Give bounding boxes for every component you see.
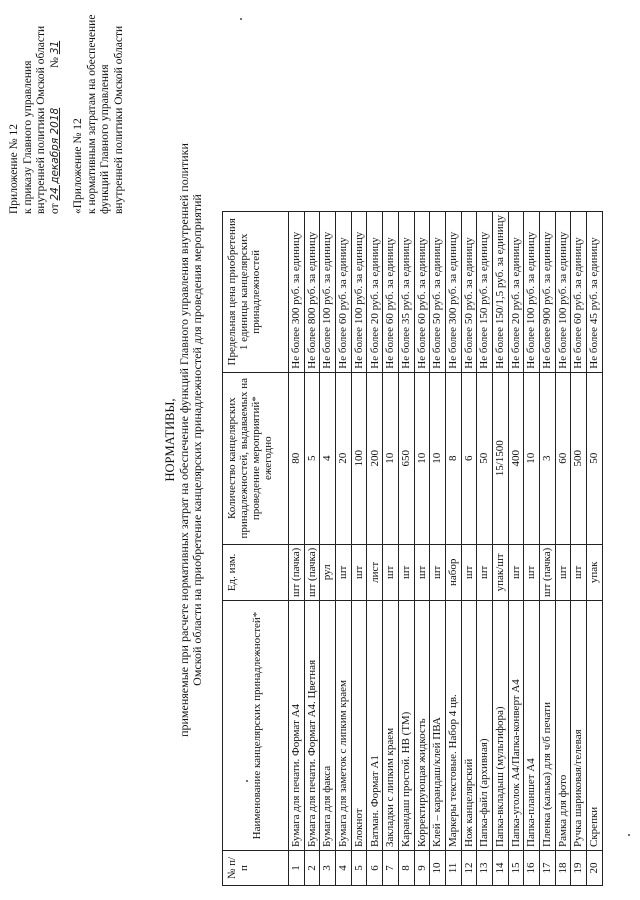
cell-price: Не более 35 руб. за единицу bbox=[398, 211, 414, 372]
cell-num: 18 bbox=[555, 851, 571, 886]
header-qty: Количество канцелярских принадлежностей, выдаваемых на проведение мероприятий* ежегодно bbox=[223, 372, 289, 544]
cell-qty: 10 bbox=[524, 372, 540, 544]
cell-qty: 50 bbox=[587, 372, 603, 544]
cell-num: 19 bbox=[571, 851, 587, 886]
table-row bbox=[289, 211, 305, 885]
cell-qty: 20 bbox=[336, 372, 352, 544]
cell-price: Не более 150/1,5 руб. за единицу bbox=[492, 211, 508, 372]
table-row bbox=[540, 211, 556, 885]
title-line-1: применяемые при расчете нормативных затрат на обеспечение функций Главного управления внутренней политики bbox=[176, 143, 191, 737]
cell-unit: лист bbox=[367, 544, 383, 600]
cell-price: Не более 60 руб. за единицу bbox=[571, 211, 587, 372]
order-number-handwritten: 31 bbox=[48, 40, 61, 55]
cell-name: Бумага для факса bbox=[320, 601, 336, 851]
cell-num: 1 bbox=[289, 851, 305, 886]
cell-price: Не более 150 руб. за единицу bbox=[477, 211, 493, 372]
cell-num: 17 bbox=[540, 851, 556, 886]
appendix-ref-line: функций Главного управления bbox=[99, 64, 111, 214]
cell-num: 12 bbox=[461, 851, 477, 886]
cell-num: 7 bbox=[383, 851, 399, 886]
cell-name: Скрепки bbox=[587, 601, 603, 851]
table-row bbox=[430, 211, 446, 885]
cell-qty: 400 bbox=[508, 372, 524, 544]
cell-num: 10 bbox=[430, 851, 446, 886]
cell-qty: 100 bbox=[351, 372, 367, 544]
appendix-ref-line: «Приложение № 12 bbox=[72, 118, 84, 214]
appendix-line: внутренней политики Омской области bbox=[35, 25, 47, 214]
table-row bbox=[555, 211, 571, 885]
cell-name: Корректирующая жидкость bbox=[414, 601, 430, 851]
cell-price: Не более 60 руб. за единицу bbox=[336, 211, 352, 372]
cell-qty: 50 bbox=[477, 372, 493, 544]
cell-num: 15 bbox=[508, 851, 524, 886]
cell-price: Не более 45 руб. за единицу bbox=[587, 211, 603, 372]
cell-name: Папка-планшет А4 bbox=[524, 601, 540, 851]
cell-price: Не более 100 руб. за единицу bbox=[555, 211, 571, 372]
table-header-row bbox=[223, 211, 289, 885]
cell-qty: 10 bbox=[430, 372, 446, 544]
cell-name: Клей – карандаш/клей ПВА bbox=[430, 601, 446, 851]
cell-name: Ватман. Формат А1 bbox=[367, 601, 383, 851]
header-name: Наименование канцелярских принадлежностей* bbox=[223, 601, 289, 851]
cell-qty: 8 bbox=[445, 372, 461, 544]
cell-price: Не более 50 руб. за единицу bbox=[430, 211, 446, 372]
cell-name: Маркеры текстовые. Набор 4 цв. bbox=[445, 601, 461, 851]
table-row bbox=[571, 211, 587, 885]
cell-name: Карандаш простой. НВ (ТМ) bbox=[398, 601, 414, 851]
cell-name: Бумага для печати. Формат А4. Цветная bbox=[304, 601, 320, 851]
cell-num: 6 bbox=[367, 851, 383, 886]
cell-unit: шт (пачка) bbox=[540, 544, 556, 600]
cell-qty: 500 bbox=[571, 372, 587, 544]
table-row bbox=[524, 211, 540, 885]
cell-name: Пленка (калька) для ч/б печати bbox=[540, 601, 556, 851]
cell-name: Бумага для заметок с липким краем bbox=[336, 601, 352, 851]
appendix-ref-line: внутренней политики Омской области bbox=[112, 25, 125, 214]
order-number-prefix: № bbox=[48, 57, 61, 69]
norms-table-wrapper bbox=[222, 211, 603, 886]
cell-qty: 10 bbox=[414, 372, 430, 544]
table-row bbox=[477, 211, 493, 885]
cell-qty: 4 bbox=[320, 372, 336, 544]
cell-num: 5 bbox=[351, 851, 367, 886]
norms-table bbox=[222, 211, 603, 886]
cell-unit: шт bbox=[351, 544, 367, 600]
cell-qty: 6 bbox=[461, 372, 477, 544]
cell-price: Не более 60 руб. за единицу bbox=[383, 211, 399, 372]
cell-price: Не более 300 руб. за единицу bbox=[289, 211, 305, 372]
cell-qty: 60 bbox=[555, 372, 571, 544]
cell-unit: шт bbox=[555, 544, 571, 600]
appendix-ref-line: к нормативным затратам на обеспечение bbox=[85, 14, 98, 214]
cell-unit: шт bbox=[398, 544, 414, 600]
table-row bbox=[304, 211, 320, 885]
cell-price: Не более 100 руб. за единицу bbox=[351, 211, 367, 372]
table-row bbox=[383, 211, 399, 885]
table-row bbox=[367, 211, 383, 885]
cell-qty: 200 bbox=[367, 372, 383, 544]
cell-unit: упак bbox=[587, 544, 603, 600]
cell-unit: шт bbox=[524, 544, 540, 600]
order-date-prefix: от bbox=[48, 203, 61, 214]
cell-qty: 3 bbox=[540, 372, 556, 544]
cell-num: 11 bbox=[445, 851, 461, 886]
cell-qty: 5 bbox=[304, 372, 320, 544]
appendix-reference bbox=[72, 15, 126, 214]
cell-unit: шт bbox=[414, 544, 430, 600]
table-row bbox=[461, 211, 477, 885]
cell-name: Бумага для печати. Формат А4 bbox=[289, 601, 305, 851]
cell-unit: шт bbox=[571, 544, 587, 600]
header-num: № п/п bbox=[223, 851, 289, 886]
cell-num: 9 bbox=[414, 851, 430, 886]
cell-num: 2 bbox=[304, 851, 320, 886]
table-row bbox=[414, 211, 430, 885]
cell-num: 4 bbox=[336, 851, 352, 886]
table-row bbox=[336, 211, 352, 885]
cell-num: 13 bbox=[477, 851, 493, 886]
cell-unit: шт bbox=[508, 544, 524, 600]
order-date-line bbox=[49, 26, 63, 214]
table-row bbox=[492, 211, 508, 885]
table-row bbox=[508, 211, 524, 885]
scan-speck bbox=[628, 834, 630, 836]
cell-unit: шт bbox=[461, 544, 477, 600]
cell-name: Папка-уголок А4/Папка-конверт А4 bbox=[508, 601, 524, 851]
cell-name: Закладки с липким краем bbox=[383, 601, 399, 851]
cell-unit: упак/шт bbox=[492, 544, 508, 600]
document-title bbox=[164, 140, 205, 740]
table-row bbox=[398, 211, 414, 885]
appendix-line: к приказу Главного управления bbox=[21, 60, 34, 214]
cell-price: Не более 800 руб. за единицу bbox=[304, 211, 320, 372]
cell-price: Не более 100 руб. за единицу bbox=[320, 211, 336, 372]
cell-unit: шт bbox=[336, 544, 352, 600]
cell-num: 3 bbox=[320, 851, 336, 886]
cell-unit: шт (пачка) bbox=[289, 544, 305, 600]
cell-price: Не более 20 руб. за единицу bbox=[508, 211, 524, 372]
cell-price: Не более 20 руб. за единицу bbox=[367, 211, 383, 372]
cell-name: Ручка шариковая/гелевая bbox=[571, 601, 587, 851]
cell-num: 20 bbox=[587, 851, 603, 886]
cell-qty: 10 bbox=[383, 372, 399, 544]
appendix-header bbox=[8, 26, 62, 214]
cell-price: Не более 900 руб. за единицу bbox=[540, 211, 556, 372]
appendix-line: Приложение № 12 bbox=[8, 124, 20, 214]
cell-price: Не более 300 руб. за единицу bbox=[445, 211, 461, 372]
cell-unit: шт bbox=[383, 544, 399, 600]
header-price: Предельная цена приобретения 1 единицы канцелярских принадлежностей bbox=[223, 211, 289, 372]
cell-name: Нож канцелярский bbox=[461, 601, 477, 851]
cell-unit: шт bbox=[430, 544, 446, 600]
scan-speck bbox=[246, 780, 248, 782]
cell-name: Папка-вкладыш (мультифора) bbox=[492, 601, 508, 851]
title-line-2: Омской области на приобретение канцелярских принадлежностей для проведения мероприятий bbox=[190, 194, 204, 686]
header-unit: Ед. изм. bbox=[223, 544, 289, 600]
cell-price: Не более 50 руб. за единицу bbox=[461, 211, 477, 372]
cell-unit: шт (пачка) bbox=[304, 544, 320, 600]
cell-unit: рул bbox=[320, 544, 336, 600]
order-date-handwritten: 24 декабря 2018 bbox=[48, 107, 61, 201]
cell-price: Не более 60 руб. за единицу bbox=[414, 211, 430, 372]
cell-name: Блокнот bbox=[351, 601, 367, 851]
table-row bbox=[351, 211, 367, 885]
cell-num: 8 bbox=[398, 851, 414, 886]
table-row bbox=[445, 211, 461, 885]
title-main: НОРМАТИВЫ, bbox=[163, 398, 177, 482]
cell-name: Рамка для фото bbox=[555, 601, 571, 851]
cell-num: 14 bbox=[492, 851, 508, 886]
cell-price: Не более 100 руб. за единицу bbox=[524, 211, 540, 372]
scan-speck bbox=[240, 18, 242, 20]
cell-qty: 650 bbox=[398, 372, 414, 544]
cell-qty: 15/1500 bbox=[492, 372, 508, 544]
table-row bbox=[587, 211, 603, 885]
cell-unit: набор bbox=[445, 544, 461, 600]
cell-name: Папка-файл (архивная) bbox=[477, 601, 493, 851]
cell-qty: 80 bbox=[289, 372, 305, 544]
table-row bbox=[320, 211, 336, 885]
cell-num: 16 bbox=[524, 851, 540, 886]
cell-unit: шт bbox=[477, 544, 493, 600]
